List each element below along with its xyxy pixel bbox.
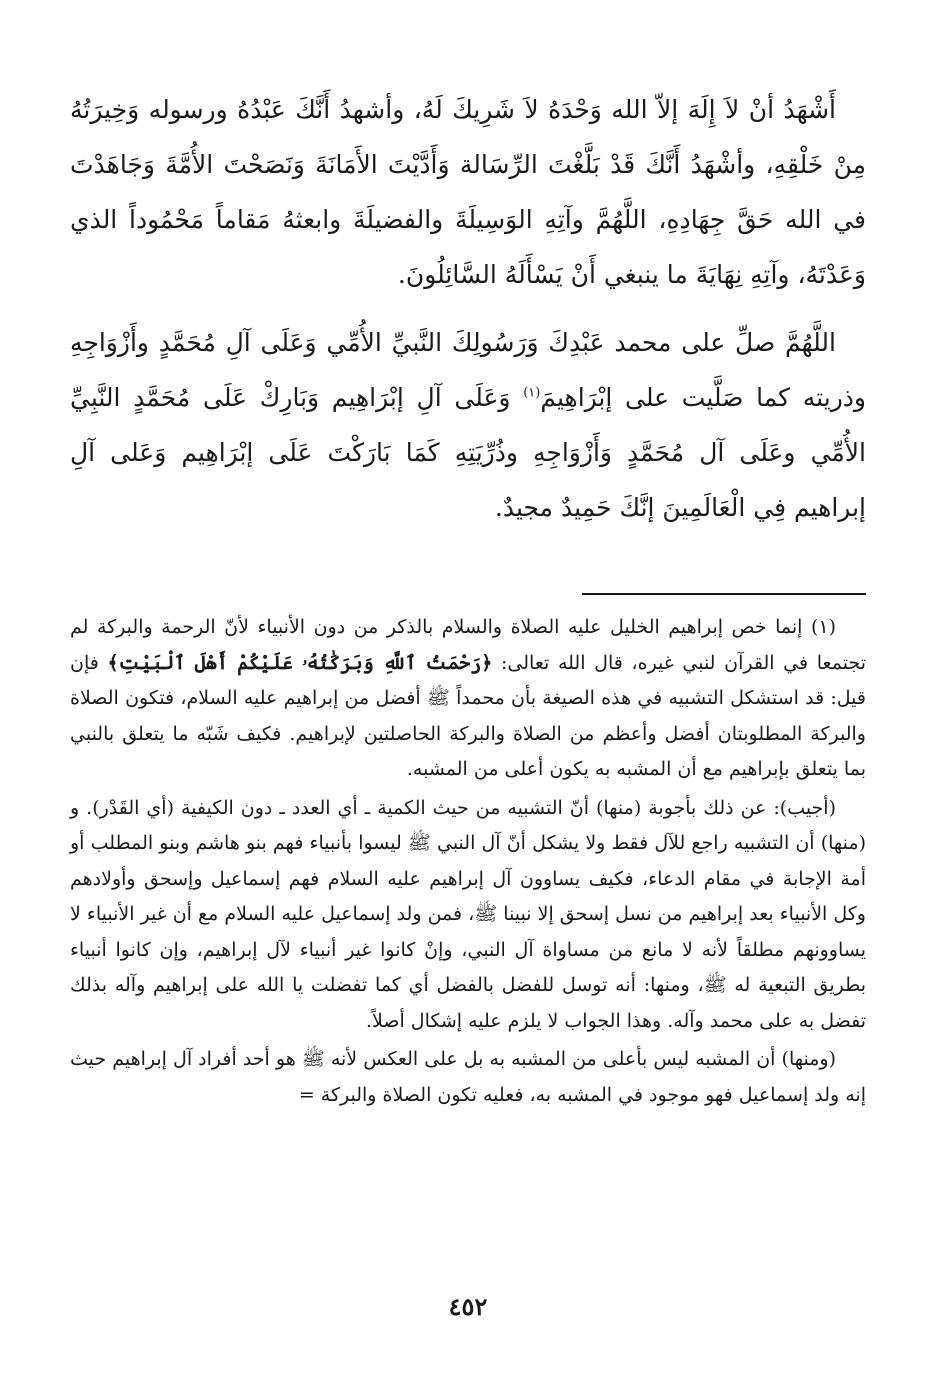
footnote-separator xyxy=(582,593,866,595)
footnote-answer-paragraph: (أجيب): عن ذلك بأجوبة (منها) أنّ التشبيه من حيث الكمية ـ أي العدد ـ دون الكيفية (أي القَدْر). و (منها) أن التشبيه راجع للآل فقط ولا يشكل أنّ آل النبي ﷺ ليسوا بأنبياء فهم بنو هاشم وبنو المطلب أو أمة الإجابة في مقام الدعاء، فكيف يساوون آل إبراهيم عليه السلام فهم إسماعيل وإسحق وأولادهم وكل الأنبياء بعد إبراهيم من نسل إسحق إلا نبينا ﷺ، فمن ولد إسماعيل عليه السلام مع أن غير الأنبياء لا يساوونهم مطلقاً لأنه لا مانع من مساواة آل النبي، وإنْ كانوا غير أنبياء لآل إبراهيم، وإن كانوا أنبياء بطريق التبعية له ﷺ، ومنها: أنه توسل للفضل بالفضل أي كما تفضلت يا الله على إبراهيم وآله بذلك تفضل به على محمد وآله. وهذا الجواب لا يلزم عليه إشكال أصلاً. xyxy=(70,796,866,1032)
main-paragraph-tashahhud: أَشْهَدُ أنْ لاَ إِلَهَ إلاّ الله وَحْدَهُ لاَ شَرِيكَ لَهُ، وأشهدُ أَنَّكَ عَبْدُهُ ورسوله وَخِيرَتُهُ مِنْ خَلْقِهِ، وأشْهَدُ أَنَّكَ قَدْ بَلَّغْتَ الرِّسَالة وَأَدَّيْتَ الأَمَانَةَ وَنَصَحْتَ الأُمَّةَ وَجَاهَدْتَ في الله حَقَّ جِهَادِهِ، اللَّهُمَّ وآتِهِ الوَسِيلَةَ والفضيلَةَ وابعثهُ مَقاماً مَحْمُوداً الذي وَعَدْتَهُ، وآتِهِ نِهَايَةَ ما ينبغي أَنْ يَسْأَلَهُ السَّائِلُونَ. xyxy=(70,95,866,289)
main-text xyxy=(70,82,866,535)
footnote-1-text-end: فإن قيل: قد استشكل التشبيه في هذه الصيغة بأن محمداً ﷺ أفضل من إبراهيم عليه السلام، فتكون الصلاة والبركة المطلوبتان أفضل وأعظم من الصلاة والبركة الحاصلتين لإبراهيم. فكيف شَبّه ما يتعلق بالنبي بما يتعلق بإبراهيم مع أن المشبه به يكون أعلى من المشبه. xyxy=(70,651,866,780)
quran-quote: ﴿رَحْمَتُ ٱللَّهِ وَبَرَكَٰتُهُۥ عَلَيْكُمْ أَهْلَ ٱلْبَيْتِ﴾ xyxy=(107,651,493,674)
footnote-1 xyxy=(70,610,866,788)
page-number: ٤٥٢ xyxy=(448,1292,488,1321)
salawat-text-end: وَعَلَى آلِ إبْرَاهِيم وَبَارِكْ عَلَى مُحَمَّدٍ النَّبِيِّ الأُمِّي وعَلَى آل مُحَمَّدٍ وَأَزْوَاجِهِ وذُرِّيَتِهِ كَمَا بَارَكْتَ عَلَى إبْرَاهِيم وَعَلى آلِ إبراهيم فِي الْعَالَمِينَ إنَّكَ حَمِيدٌ مجيدٌ. xyxy=(70,383,866,522)
salawat-text-start: اللَّهُمَّ صلِّ على محمد عَبْدِكَ وَرَسُولِكَ النَّبيِّ الأُمِّي وَعَلَى آلِ مُحَمَّدٍ وأَزْوَاجِهِ وذريته كما صَلَّيت على إبْرَاهِيمَ xyxy=(70,328,866,412)
footnote-continuation-paragraph: (ومنها) أن المشبه ليس بأعلى من المشبه به بل على العكس لأنه ﷺ هو أحد أفراد آل إبراهيم حيث إنه ولد إسماعيل فهو موجود في المشبه به، فعليه تكون الصلاة والبركة = xyxy=(70,1048,866,1106)
footnotes xyxy=(70,610,866,1113)
footnote-marker[interactable]: (١) xyxy=(523,385,541,401)
footnote-1-text-start: (١) إنما خص إبراهيم الخليل عليه الصلاة والسلام بالذكر من دون الأنبياء لأنّ الرحمة والبركة لم تجتمعا في القرآن لنبي غيره، قال الله تعالى: xyxy=(70,616,866,674)
page xyxy=(70,82,866,1321)
main-paragraph-salawat xyxy=(70,315,866,535)
